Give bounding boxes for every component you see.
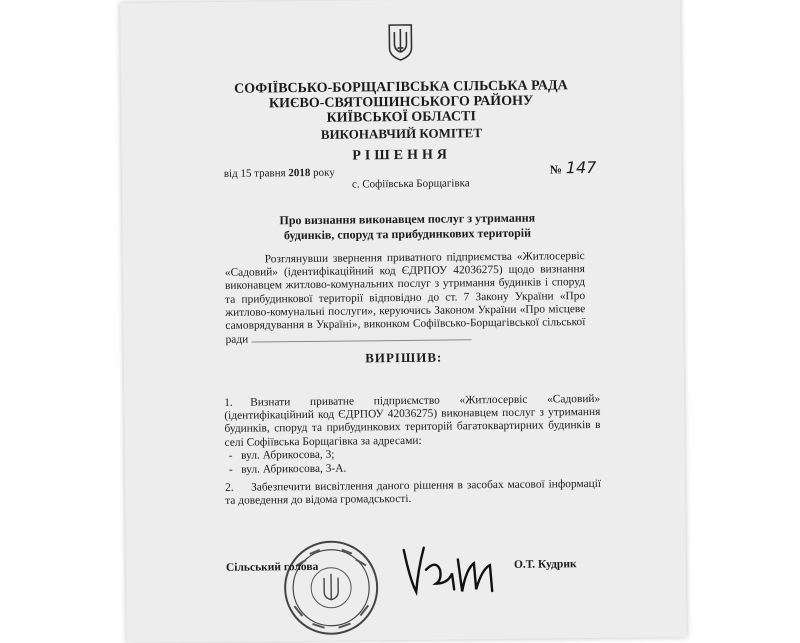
address-item: - вул. Абрикосова, 3-А. bbox=[228, 462, 347, 476]
preamble-paragraph bbox=[225, 250, 586, 347]
address-text: вул. Абрикосова, 3; bbox=[241, 448, 335, 462]
village-name: с. Софіївська Борщагівка bbox=[351, 177, 470, 191]
council-line-2: КИЄВО-СВЯТОШИНСЬКОГО РАЙОНУ bbox=[268, 93, 534, 112]
item-number: 2. bbox=[225, 481, 234, 494]
item-number: 1. bbox=[224, 396, 233, 409]
address-text: вул. Абрикосова, 3-А. bbox=[241, 462, 347, 476]
item-text: Визнати приватне підприємство «Житлосервіс «Садовий» (ідентифікаційний код ЄДРПОУ 42036275) виконавцем послуг з утримання будинків, споруд та прибудинкових територій багатоквартирних будинків в селі Софіївська Борщагівка за адресами: bbox=[224, 392, 601, 449]
decision-subject bbox=[272, 211, 542, 244]
handwritten-signature bbox=[396, 539, 517, 600]
blank-line bbox=[251, 330, 471, 342]
number-label: № bbox=[549, 162, 562, 177]
signatory-name: О.Т. Кудрик bbox=[513, 558, 577, 571]
list-item bbox=[224, 393, 601, 450]
number-value: 147 bbox=[565, 157, 597, 178]
council-line-3: КИЇВСЬКОЇ ОБЛАСТІ bbox=[326, 109, 476, 126]
document-page bbox=[120, 0, 687, 643]
council-line-1: СОФІЇВСЬКО-БОРЩАГІВСЬКА СІЛЬСЬКА РАДА bbox=[233, 78, 568, 97]
committee-title: ВИКОНАВЧИЙ КОМІТЕТ bbox=[320, 125, 483, 142]
official-stamp bbox=[276, 535, 387, 636]
decision-number bbox=[550, 158, 597, 177]
list-item bbox=[225, 478, 601, 508]
decision-date bbox=[224, 167, 335, 180]
signatory-title: Сільський голова bbox=[225, 560, 319, 574]
council-header bbox=[121, 77, 681, 128]
address-item: - вул. Абрикосова, 3; bbox=[228, 448, 335, 462]
preamble-text: Розглянувши звернення приватного підприємства «Житлосервіс «Садовий» (ідентифікаційний код ЄДРПОУ 42036275) щодо визнання виконавцем житлово-комунальних послуг з утримання будинків і споруд та прибудинкової території відповідно до ст. 7 Закону України «Про житлово-комунальні послуги», керуючись Законом України «Про місцеве самоврядування в Україні», виконком Софіївсько-Борщагівської сільської ради bbox=[224, 250, 586, 347]
resolve-heading: ВИРІШИВ: bbox=[365, 349, 443, 366]
date-suffix: року bbox=[313, 166, 335, 179]
date-year: 2018 bbox=[288, 166, 311, 180]
date-prefix: від 15 травня bbox=[223, 167, 286, 180]
decision-title: РІШЕННЯ bbox=[352, 147, 452, 164]
tryzub-icon bbox=[386, 22, 414, 62]
subject-line-2: будинків, споруд та прибудинкових територій bbox=[283, 225, 532, 243]
subject-line-1: Про визнання виконавцем послуг з утримання bbox=[279, 210, 536, 228]
item-text: Забезпечити висвітлення даного рішення в засобах масової інформації та доведення до відома громадськості. bbox=[225, 477, 602, 508]
